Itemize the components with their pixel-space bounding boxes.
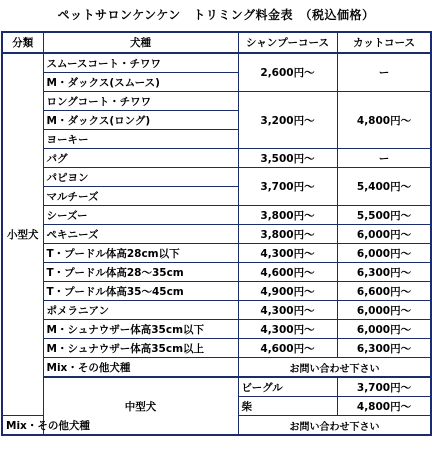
cut-price: 6,000円～ [337,301,431,320]
cut-price: 5,500円～ [337,206,431,225]
header-breed: 犬種 [43,32,238,53]
shampoo-price: 3,800円～ [238,225,337,244]
breed-cell: M・シュナウザー体高35cm以下 [43,320,238,339]
breed-cell: M・ダックス(スムース) [43,73,238,92]
inquiry-note: お問い合わせ下さい [238,416,431,436]
cut-price: ー [337,149,431,168]
breed-cell: ヨーキー [43,130,238,149]
table-row [2,320,431,339]
cut-price: 6,000円～ [337,244,431,263]
breed-cell: T・プードル体高28～35cm [43,263,238,282]
breed-cell: Mix・その他犬種 [2,416,43,436]
price-table [1,31,432,436]
breed-cell: T・プードル体高35～45cm [43,282,238,301]
breed-cell: 柴 [238,397,337,416]
breed-cell: M・シュナウザー体高35cm以上 [43,339,238,358]
cut-price: 6,000円～ [337,225,431,244]
category-medium: 中型犬 [43,377,238,435]
shampoo-price: 4,600円～ [238,339,337,358]
shampoo-price: 4,300円～ [238,244,337,263]
shampoo-price: 4,300円～ [238,301,337,320]
cut-price: ー [337,53,431,92]
cut-price: 6,000円～ [337,320,431,339]
cut-price: 6,300円～ [337,263,431,282]
breed-cell: パグ [43,149,238,168]
shampoo-price: 3,700円～ [238,168,337,206]
shampoo-price: 2,600円～ [238,53,337,92]
table-row [2,206,431,225]
shampoo-price: 4,300円～ [238,320,337,339]
table-row [2,92,431,111]
shampoo-price: 3,800円～ [238,206,337,225]
breed-cell: マルチーズ [43,187,238,206]
category-small: 小型犬 [2,53,43,416]
table-row [2,301,431,320]
breed-cell: スムースコート・チワワ [43,53,238,73]
breed-cell: シーズー [43,206,238,225]
shampoo-price: 4,800円～ [337,397,431,416]
breed-cell: ビーグル [238,377,337,397]
header-cut: カットコース [337,32,431,53]
breed-cell: ポメラニアン [43,301,238,320]
page-title: ペットサロンケンケン トリミング料金表 （税込価格） [57,8,375,22]
cut-price: 4,800円～ [337,92,431,149]
breed-cell: M・ダックス(ロング) [43,111,238,130]
cut-price: 6,300円～ [337,339,431,358]
table-row [2,377,431,397]
breed-cell: Mix・その他犬種 [43,358,238,378]
table-row [2,244,431,263]
inquiry-note: お問い合わせ下さい [238,358,431,378]
shampoo-price: 3,500円～ [238,149,337,168]
header-category: 分類 [2,32,43,53]
table-row [2,168,431,187]
table-row [2,339,431,358]
table-row [2,225,431,244]
cut-price: 5,400円～ [337,168,431,206]
shampoo-price: 4,900円～ [238,282,337,301]
shampoo-price: 3,200円～ [238,92,337,149]
header-shampoo: シャンプーコース [238,32,337,53]
breed-cell: ペキニーズ [43,225,238,244]
breed-cell: T・プードル体高28cm以下 [43,244,238,263]
table-row [2,149,431,168]
breed-cell: ロングコート・チワワ [43,92,238,111]
shampoo-price: 3,700円～ [337,377,431,397]
cut-price: 6,600円～ [337,282,431,301]
table-row [2,282,431,301]
table-row [2,263,431,282]
header-row [2,32,431,53]
table-row [2,53,431,73]
shampoo-price: 4,600円～ [238,263,337,282]
breed-cell: パピヨン [43,168,238,187]
table-row [2,358,431,378]
